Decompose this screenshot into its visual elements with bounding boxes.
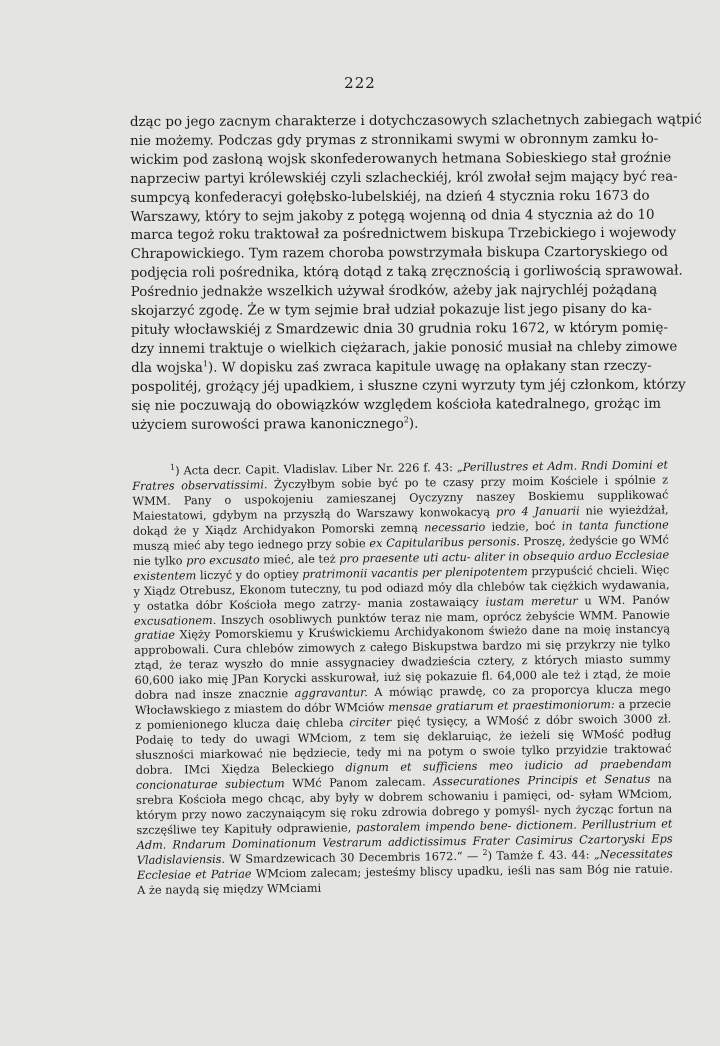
fn-italic: aliter in obsequio arduo Ecclesiae existentem [133,548,670,583]
fn-italic: plenipotentem [444,564,528,579]
fn-text: a przecie z pomienionego klucza daię chleba [135,697,672,733]
text-line: Chrapowickiego. Tym razem choroba powstrzymała biskupa Czartoryskiego od [130,244,668,263]
fn-italic: Senatus [604,772,651,787]
text-line: dzy innemi traktuje o wielkich ciężarach, jakie ponosić musiał na chleby zimowe [130,339,678,357]
fn-italic: mensae gratiarum et praestimoniorum: [388,698,615,715]
fn-text: muszą mieć aby tego iednego przy sobie [132,536,370,553]
fn-text: pięć tysięcy, a WMość z dóbr [391,713,573,730]
fn-text: WMciom zalecam; [251,865,362,881]
fn-italic: dictionem. [516,818,577,833]
text-line: skojarzyć zgodę. Że w tym sejmie brał udział pokazuje list jego pisany do ka- [130,301,652,320]
text-line: podjęcia roli pośrednika, którą dotąd z taką zręcznością i gorliwością sprawował. [130,263,683,282]
fn-italic: „Necessitates Ecclesiae et Patriae [136,847,673,882]
fn-text: W Smardzewicach 30 Decembris [225,850,421,866]
fn-italic: Perillustrium et Adm. Rndarum Dominationum Vestrarum addictissimus [136,817,673,852]
fn-italic: pro 4 Januarii [495,504,580,519]
text-fragment: ). W dopisku zaś zwraca kapitule uwagę na opłakany stan rzeczy- [207,358,652,376]
page-number: 222 [344,74,376,92]
text-line: pospolitéj, grożący jéj upadkiem, i słuszne czyni wyrzuty tym jéj członkom, którzy [131,377,686,395]
fn-italic: gratiae [134,628,176,643]
text-line: pituły włocławskiéj z Smardzewic dnia 30 grudnia roku 1672, w którym pomię- [130,320,669,338]
fn-text: mego Włocławskiego z miastem do dóbr WMciów [134,682,671,718]
fn-italic: Rndi Domini et Fratres observatissimi. [132,458,669,493]
fn-text: przyidzie traktować dobra. IMci Xiędza Beleckiego [135,742,672,778]
text-line: sumpcyą konfederacyi gołębsko-lubelskiéj, na dzień 4 stycznia roku 1673 do [130,188,650,206]
fn-italic: „Perillustres et Adm. [456,459,578,475]
fn-text: syłam WMciom, którym przy nowo zaczynaiącym się roku zdrowia dobrego y pomyśl- [136,787,673,822]
fn-text: y Kruświckiemu Archidyakonom świeżo dane na moię instancyą approbowali. Cura [134,622,671,658]
footnote-ref-2: 2 [403,414,409,424]
fn-text: przypuścić chcieli. Więc y Xiądz Otrebusz, Ekonom tuteczny, tu pod [133,563,670,598]
fn-text: mię JPan Korycki asskurował, iuż się pokazuie fl. 64,000 ale też i ztąd, że moie [207,667,671,687]
fn-italic: necessario [424,520,486,535]
fn-text: jesteśmy bliscy upadku, ieśli nas sam Bóg nie ratuie. A że naydą się między WMciami [137,862,674,897]
main-paragraph [130,112,702,436]
text-line: Pośrednio jednakże wszelkich używał środków, ażeby jak najrychléj pożądaną [130,282,658,301]
fn-text: u WM. Panów [577,593,670,608]
text-fragment: ). [408,416,419,432]
fn-text: się WMość podług słuszności miarkować nie będziecie, tedy mi na potym o swoie tylko [135,727,672,763]
fn-text: wyszło do mnie assygnaciey dwadzieścia cztery, z których miasto summy 60,600 iako [134,652,671,688]
fn-italic: dignum et sufficiens meo iudicio ad [345,758,589,775]
fn-text: iedzie, boć [485,519,556,534]
text-line [131,357,666,378]
fn-text: liczyć y do optiey [196,567,303,582]
fn-text: na srebra Kościoła mego chcąc, aby były w dobrem schowaniu i pamięci, od- [136,772,672,807]
fn-italic: pratrimonii vacantis per [302,565,442,581]
fn-text: odiazd móy dla chlebów tak ciężkich wydawania, y ostatka dóbr Kościoła mego zatrzy- [133,578,670,613]
text-line: marca tegoż roku traktował za pośrednictwem biskupa Trzebickiego i wojewody [130,226,677,244]
fn-text: WMć Panom zalecam. [284,775,434,791]
footnote-marker-1: 1 [169,462,176,472]
fn-text: mieć, ale też [259,552,340,567]
fn-italic: circiter [349,716,392,730]
fn-text: ) Acta decr. Capit. Vladislav. Liber Nr. 226 f. 43: [175,461,457,478]
text-line: nie możemy. Podczas gdy prymas z stronnikami swymi w obronnym zamku ło- [130,131,659,149]
fn-text: Kościele i spólnie z WMM. Pany o uspokojeniu zamieszanej Oyczyzny naszey Boskiemu [132,473,669,508]
footnote-paragraph [132,458,673,898]
fn-text: ) Tamże f. 43. 44: [487,848,594,863]
fn-italic: ex Capitularibus personis. [369,535,520,550]
fn-italic: praebendam concionaturae subiectum [135,757,672,792]
fn-text: swoich 3000 zł. Podaię to tedy do uwagi WMciom, z tem się deklaruiąc, że ieżeli [135,712,672,748]
text-line: dząc po jego zacnym charakterze i dotychczasowych szlachetnych zabiegach wątpić [130,112,702,130]
main-body-text [130,112,702,436]
fn-italic: pastoralem impendo bene- [356,819,512,835]
text-fragment: użyciem surowości prawa kanonicznego [131,416,404,433]
fn-text: 1672.“ — [424,849,483,864]
text-line [131,414,666,435]
text-line: się nie poczuwają do obowiązków względem kościoła katedralnego, grożąc im [131,396,662,414]
fn-italic: pro praesente uti actu- [339,550,471,566]
fn-text: punktów teraz nie mam, oprócz żebyście WMM. Panowie [336,607,670,626]
fn-text: Życzyłbym sobie być po te czasy przy moim [267,474,544,492]
fn-italic: in tanta functione [561,518,669,533]
fn-italic: Assecurationes Principis et [433,773,597,789]
fn-italic: Frater Casimirus Czartoryski Eps Vladislaviensis. [136,832,673,867]
fn-italic: excusationem. [133,613,217,628]
text-line: naprzeciw partyi królewskiéj czyli szlacheckiéj, król zwołał sejm mający być rea- [130,169,678,187]
fn-text: A mówiąc prawdę, co za proporcya klucza [367,683,633,700]
fn-text: nych życząc fortun na szczęśliwe tey Kapituły odprawienie, [136,802,673,837]
fn-text: mania zostawaiący [367,595,486,610]
footnote-marker-2: 2 [482,847,488,857]
text-line: Warszawy, który to sejm jakoby z potęgą wojenną od dnia 4 stycznia aż do 10 [130,207,655,225]
fn-text: Xięży Pomorskiemu [174,627,293,642]
footnotes [132,458,673,898]
fn-italic: aggravantur. [294,686,368,701]
fn-text: Proszę, żedyście go WMć nie tylko [133,533,670,568]
fn-text: supplikować Maiestatowi, gdybym na przyszłą do Warszawy konwokacyą [132,488,669,523]
fn-italic: pro excusato [186,553,260,568]
fn-text: dobra nad insze znacznie [134,687,295,703]
text-line: wickim pod zasłoną wojsk skonfederowanych hetmana Sobieskiego stał groźnie [130,150,672,168]
fn-text: chlebów zimowych z całego Biskupstwa bardzo mi się przykrzy nie tylko ztąd, że teraz [134,637,671,673]
fn-text: nie wyieżdżał, dokąd że y Xiądz Archidyakon Pomorski zemną [132,503,669,538]
footnote-ref-1: 1 [202,358,208,368]
text-fragment: dla wojska [131,360,203,376]
fn-text: Inszych osobliwych [216,612,333,627]
fn-italic: iustam meretur [485,594,578,609]
